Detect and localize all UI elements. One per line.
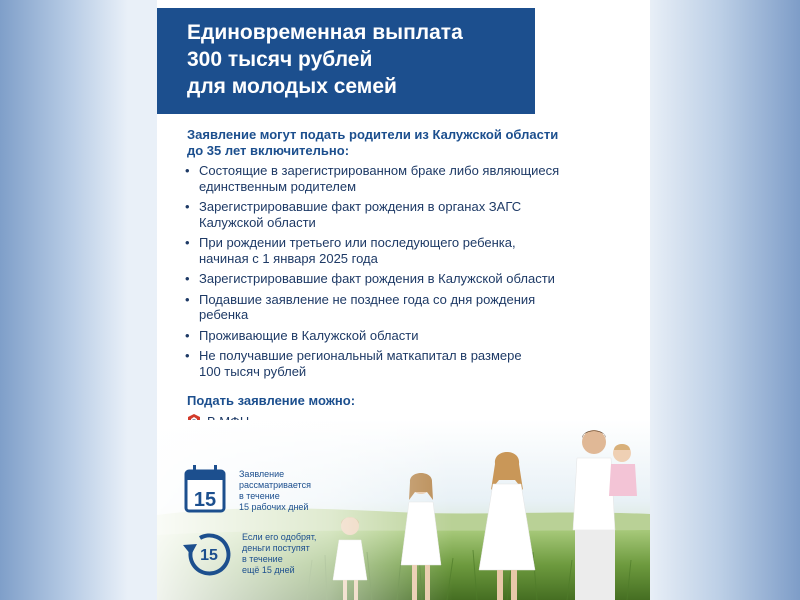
poster [157,0,650,600]
condition-item [185,348,645,379]
condition-item [185,235,645,266]
apply-title: Подать заявление можно: [187,393,356,408]
condition-item [185,199,645,230]
condition-text: • Подавшие заявление не позднее года со дня рождения [199,291,536,307]
review-info [239,469,311,513]
title-line-1: Единовременная выплата [187,21,463,44]
calendar-15-icon [186,465,224,511]
payment-line-2: деньги поступят [242,543,310,553]
condition-text: ребенка [199,307,249,322]
condition-text: • Зарегистрировавшие факт рождения в органах ЗАГС [199,199,522,214]
condition-text: • При рождении третьего или последующего ребенка, [199,235,516,250]
condition-text: • Проживающие в Калужской области [199,327,419,343]
condition-text: • Не получавшие региональный маткапитал в размере [199,348,522,363]
title-line-2: 300 тысяч рублей [187,48,373,71]
payment-line-4: ещё 15 дней [242,565,295,575]
condition-text: 100 тысяч рублей [199,363,307,379]
intro-line-2: до 35 лет включительно: [187,143,350,158]
payment-line-1: Если его одобрят, [242,532,317,542]
review-line-4: 15 рабочих дней [239,502,309,512]
title-line-3: для молодых семей [187,75,397,98]
condition-item [185,292,645,323]
condition-text: • Состоящие в зарегистрированном браке либо являющиеся [199,163,560,178]
condition-text: • Зарегистрировавшие факт рождения в Калужской области [199,271,555,286]
review-line-2: рассматривается [239,480,311,490]
payment-info [242,532,316,576]
condition-text: начиная с 1 января 2025 года [199,250,378,266]
condition-text: единственным родителем [199,178,357,194]
review-line-3: в течение [239,491,280,501]
payment-line-3: в течение [242,554,283,564]
calendar-number: 15 [193,489,217,511]
condition-item [185,271,645,287]
condition-text: Калужской области [199,214,316,230]
clock-number: 15 [200,547,218,564]
condition-item [185,163,645,194]
title-banner [157,8,535,114]
intro-line-1: Заявление могут подать родители из Калужской области [187,127,559,142]
condition-item [185,328,645,344]
conditions-list [185,163,645,384]
family-photo [157,420,650,600]
intro-text [187,127,637,159]
review-line-1: Заявление [239,469,285,479]
